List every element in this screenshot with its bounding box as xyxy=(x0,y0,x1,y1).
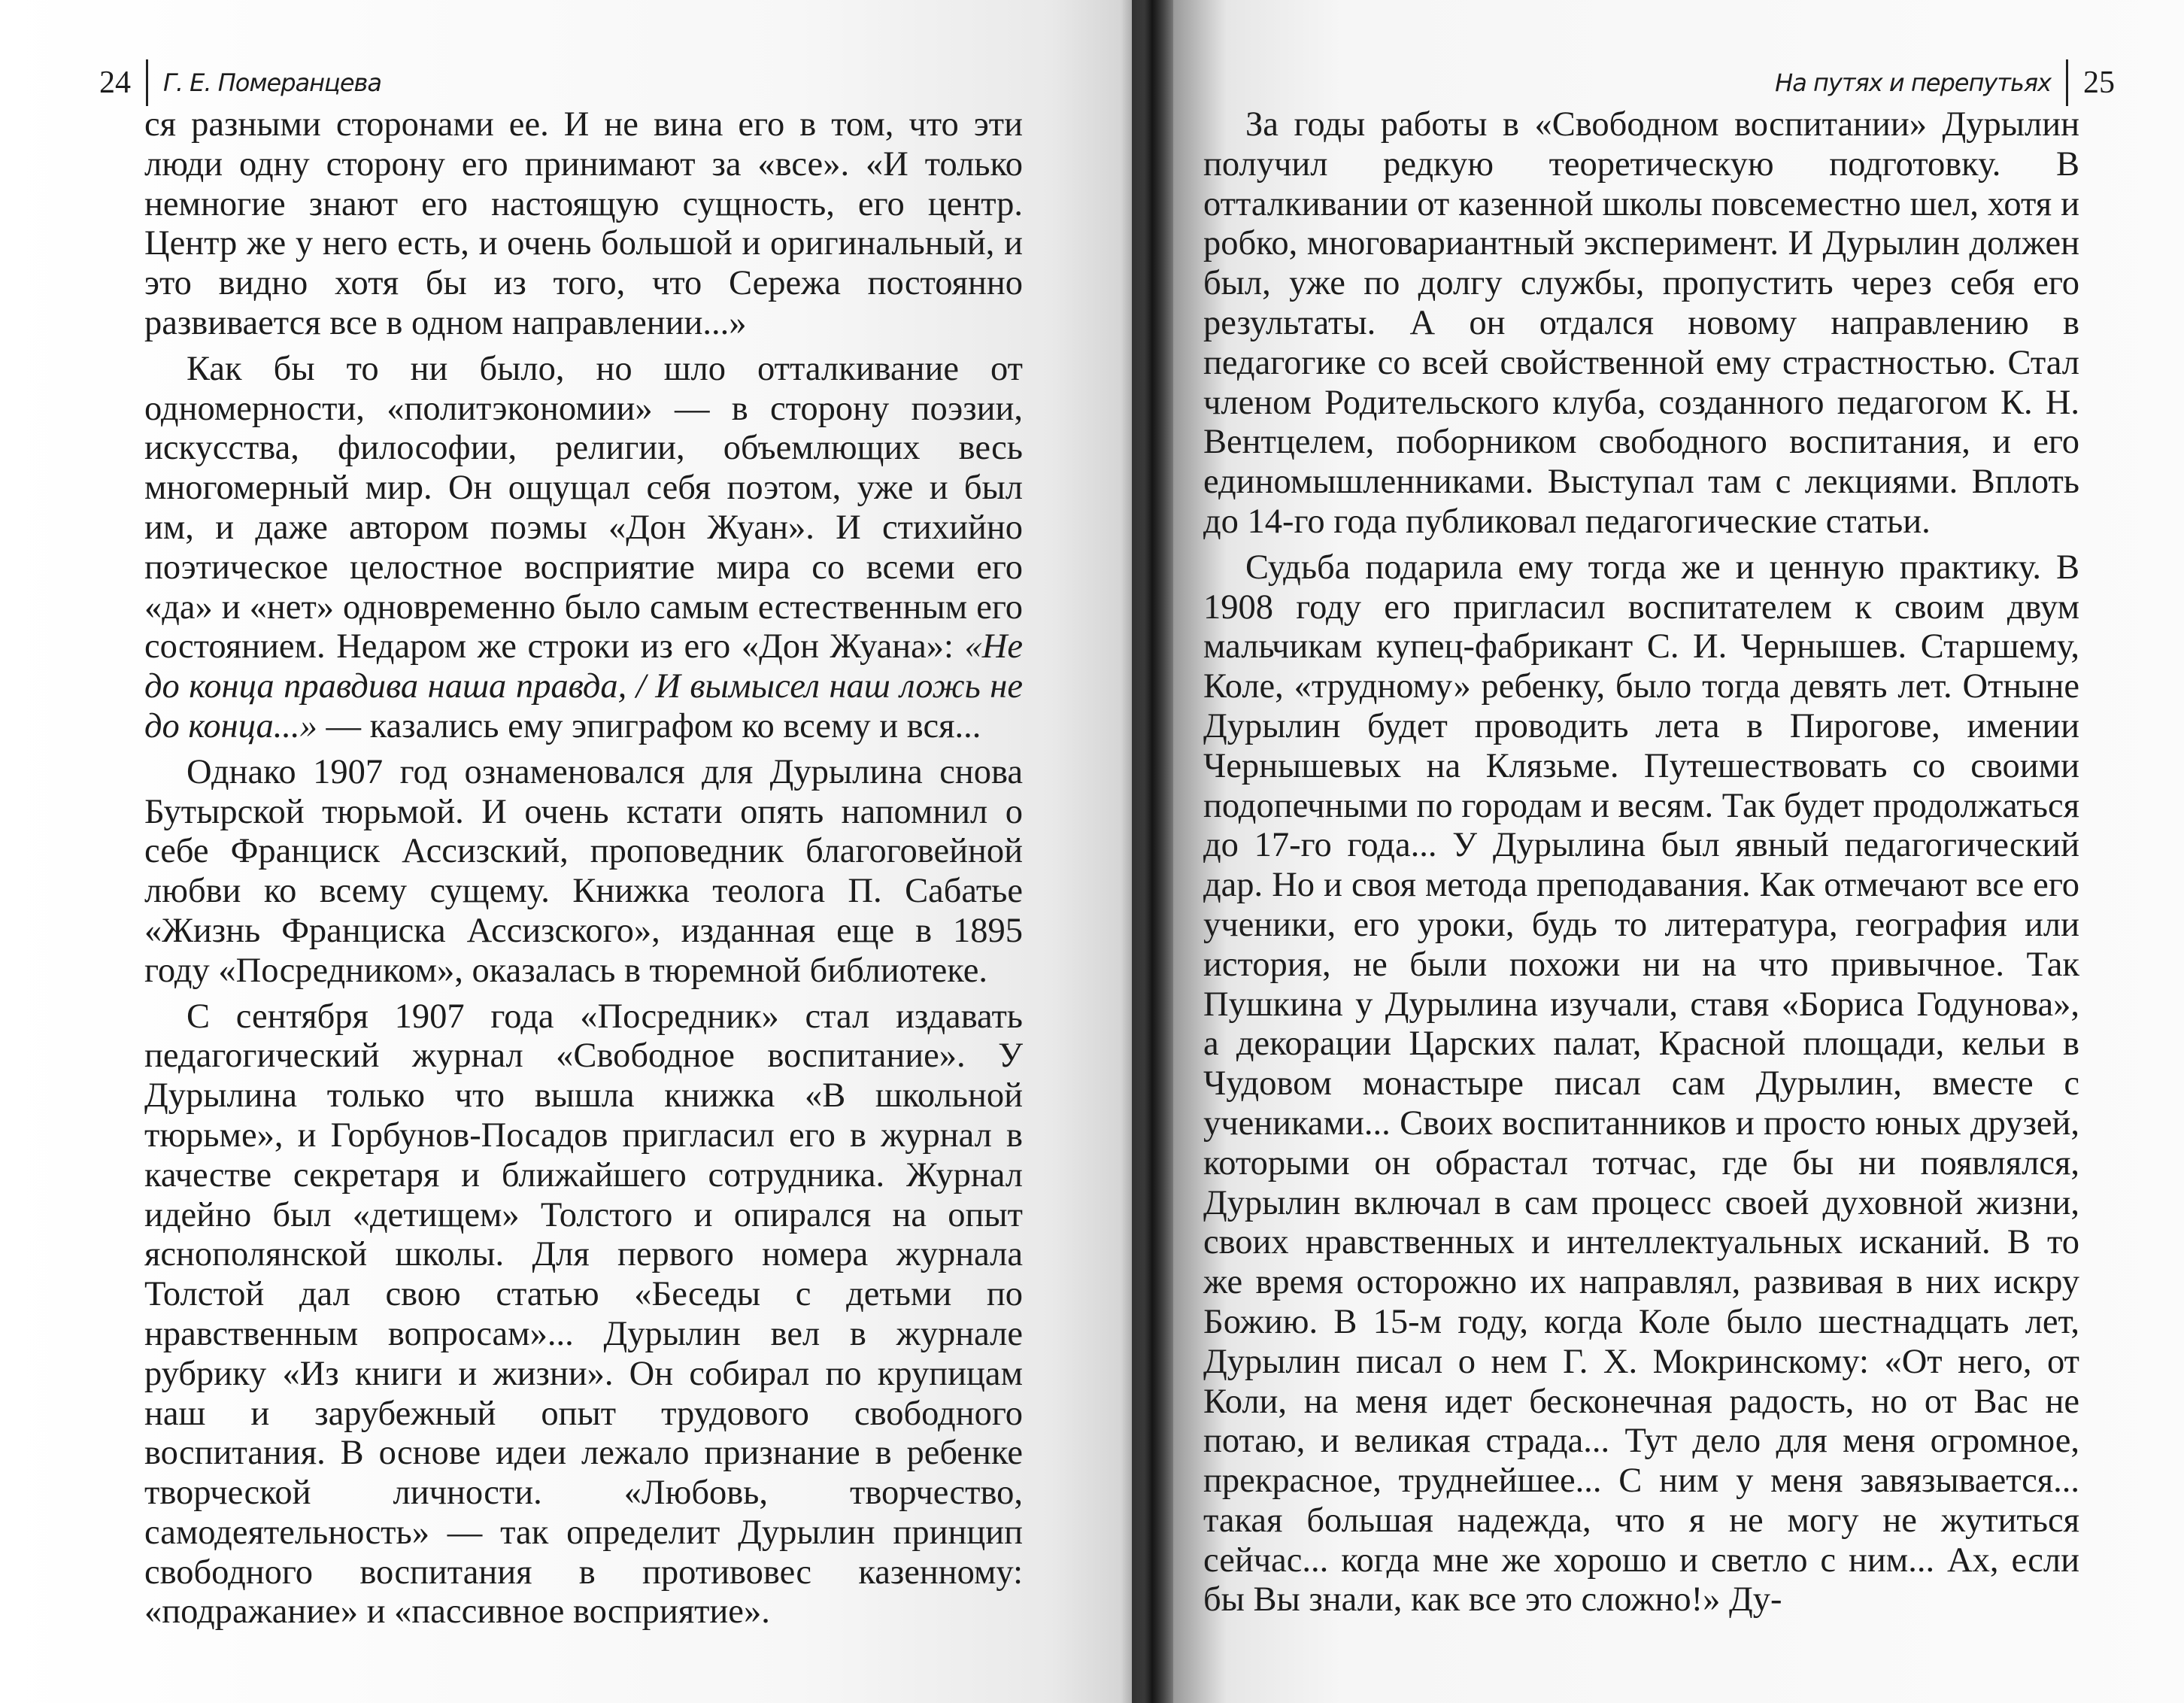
verse-quote: «Не до конца правдива наша правда, / И вымысел наш ложь не до конца...» xyxy=(144,627,1023,745)
running-title: Г. Е. Померанцева xyxy=(163,68,381,97)
paragraph xyxy=(144,350,1023,747)
running-title: На путях и перепутьях xyxy=(1775,68,2051,97)
page-number: 24 xyxy=(99,65,131,100)
right-page-body xyxy=(1203,105,2079,1620)
paragraph: С сентября 1907 года «Посредник» стал издавать педагогический журнал «Свободное воспитание». У Дурылина только что вышла книжка «В школьной тюрьме», и Горбунов-Посадов пригласил его в журнал в качестве секретаря и ближайшего сотрудника. Журнал идейно был «детищем» Толстого и опирался на опыт яснополянской школы. Для первого номера журнала Толстой дал свою статью «Беседы с детьми по нравственным вопросам»... Дурылин вел в журнале рубрику «Из книги и жизни». Он собирал по крупицам наш и зарубежный опыт трудового свободного воспитания. В основе идеи лежало признание в ребенке творческой личности. «Любовь, творчество, самодеятельность» — так определит Дурылин принцип свободного воспитания в противовес казенному: «подражание» и «пассивное восприятие». xyxy=(144,997,1023,1632)
paragraph: За годы работы в «Свободном воспитании» Дурылин получил редкую теоретическую подготовку. В отталкивании от казенной школы повсеместно шел, хотя и робко, многовариантный эксперимент. И Дурылин должен был, уже по долгу службы, пропустить через себя его результаты. А он отдался новому направлению в педагогике со всей свойственной ему страстностью. Стал членом Родительского клуба, созданного педагогом К. Н. Вентцелем, поборником свободного воспитания, и его единомышленниками. Выступал там с лекциями. Вплоть до 14-го года публиковал педагогические статьи. xyxy=(1203,105,2079,541)
paragraph-text-after: — казались ему эпиграфом ко всему и вся... xyxy=(317,706,981,745)
right-page-header xyxy=(1775,60,2115,105)
paragraph: Однако 1907 год ознаменовался для Дурылина снова Бутырской тюрьмой. И очень кстати опять напомнил о себе Франциск Ассизский, проповедник благоговейной любви ко всему сущему. Книжка теолога П. Сабатье «Жизнь Франциска Ассизского», изданная еще в 1895 году «Посредником», оказалась в тюремной библиотеке. xyxy=(144,752,1023,990)
left-page-header xyxy=(99,60,381,105)
right-page xyxy=(1132,0,2184,1703)
page-number: 25 xyxy=(2083,65,2115,100)
header-rule xyxy=(2066,59,2068,106)
paragraph-text: Как бы то ни было, но шло отталкивание от одномерности, «политэкономии» — в сторону поэзии, искусства, философии, религии, объемлющих весь многомерный мир. Он ощущал себя поэтом, уже и был им, и даже автором поэмы «Дон Жуан». И стихийно поэтическое целостное восприятие мира со всеми его «да» и «нет» одновременно было самым естественным его состоянием. Недаром же строки из его «Дон Жуана»: xyxy=(144,349,1023,666)
paragraph: Судьба подарила ему тогда же и ценную практику. В 1908 году его пригласил воспитателем к своим двум мальчикам купец-фабрикант С. И. Чернышев. Старшему, Коле, «трудному» ребенку, было тогда девять лет. Отныне Дурылин будет проводить лета в Пирогове, имении Чернышевых на Клязьме. Путешествовать со своими подопечными по городам и весям. Так будет продолжаться до 17-го года... У Дурылина был явный педагогический дар. Но и своя метода преподавания. Как отмечают все его ученики, его уроки, будь то литература, география или история, не были похожи ни на что привычное. Так Пушкина у Дурылина изучали, ставя «Бориса Годунова», а декорации Царских палат, Красной площади, кельи в Чудовом монастыре писал сам Дурылин, вместе с учениками... Своих воспитанников и просто юных друзей, которыми он обрастал тотчас, где бы ни появлялся, Дурылин включал в сам процесс своей духовной жизни, своих нравственных и интеллектуальных исканий. В то же время осторожно их направлял, развивая в них искру Божию. В 15-м году, когда Коле было шестнадцать лет, Дурылин писал о нем Г. Х. Мокринскому: «От него, от Коли, на меня идет бесконечная радость, но от Вас не потаю, и великая страда... Тут дело для меня огромное, прекрасное, труднейшее... С ним у меня завязывается... такая большая надежда, что я не могу не жутиться сейчас... когда мне же хорошо и светло с ним... Ах, если бы Вы знали, как все это сложно!» Ду- xyxy=(1203,548,2079,1620)
header-rule xyxy=(146,59,148,106)
paragraph: ся разными сторонами ее. И не вина его в том, что эти люди одну сторону его принимают за «все». «И только немногие знают его настоящую сущность, его центр. Центр же у него есть, и очень большой и оригинальный, и это видно хотя бы из того, что Сережа постоянно развивается все в одном направлении...» xyxy=(144,105,1023,342)
left-page-body xyxy=(144,105,1023,1632)
